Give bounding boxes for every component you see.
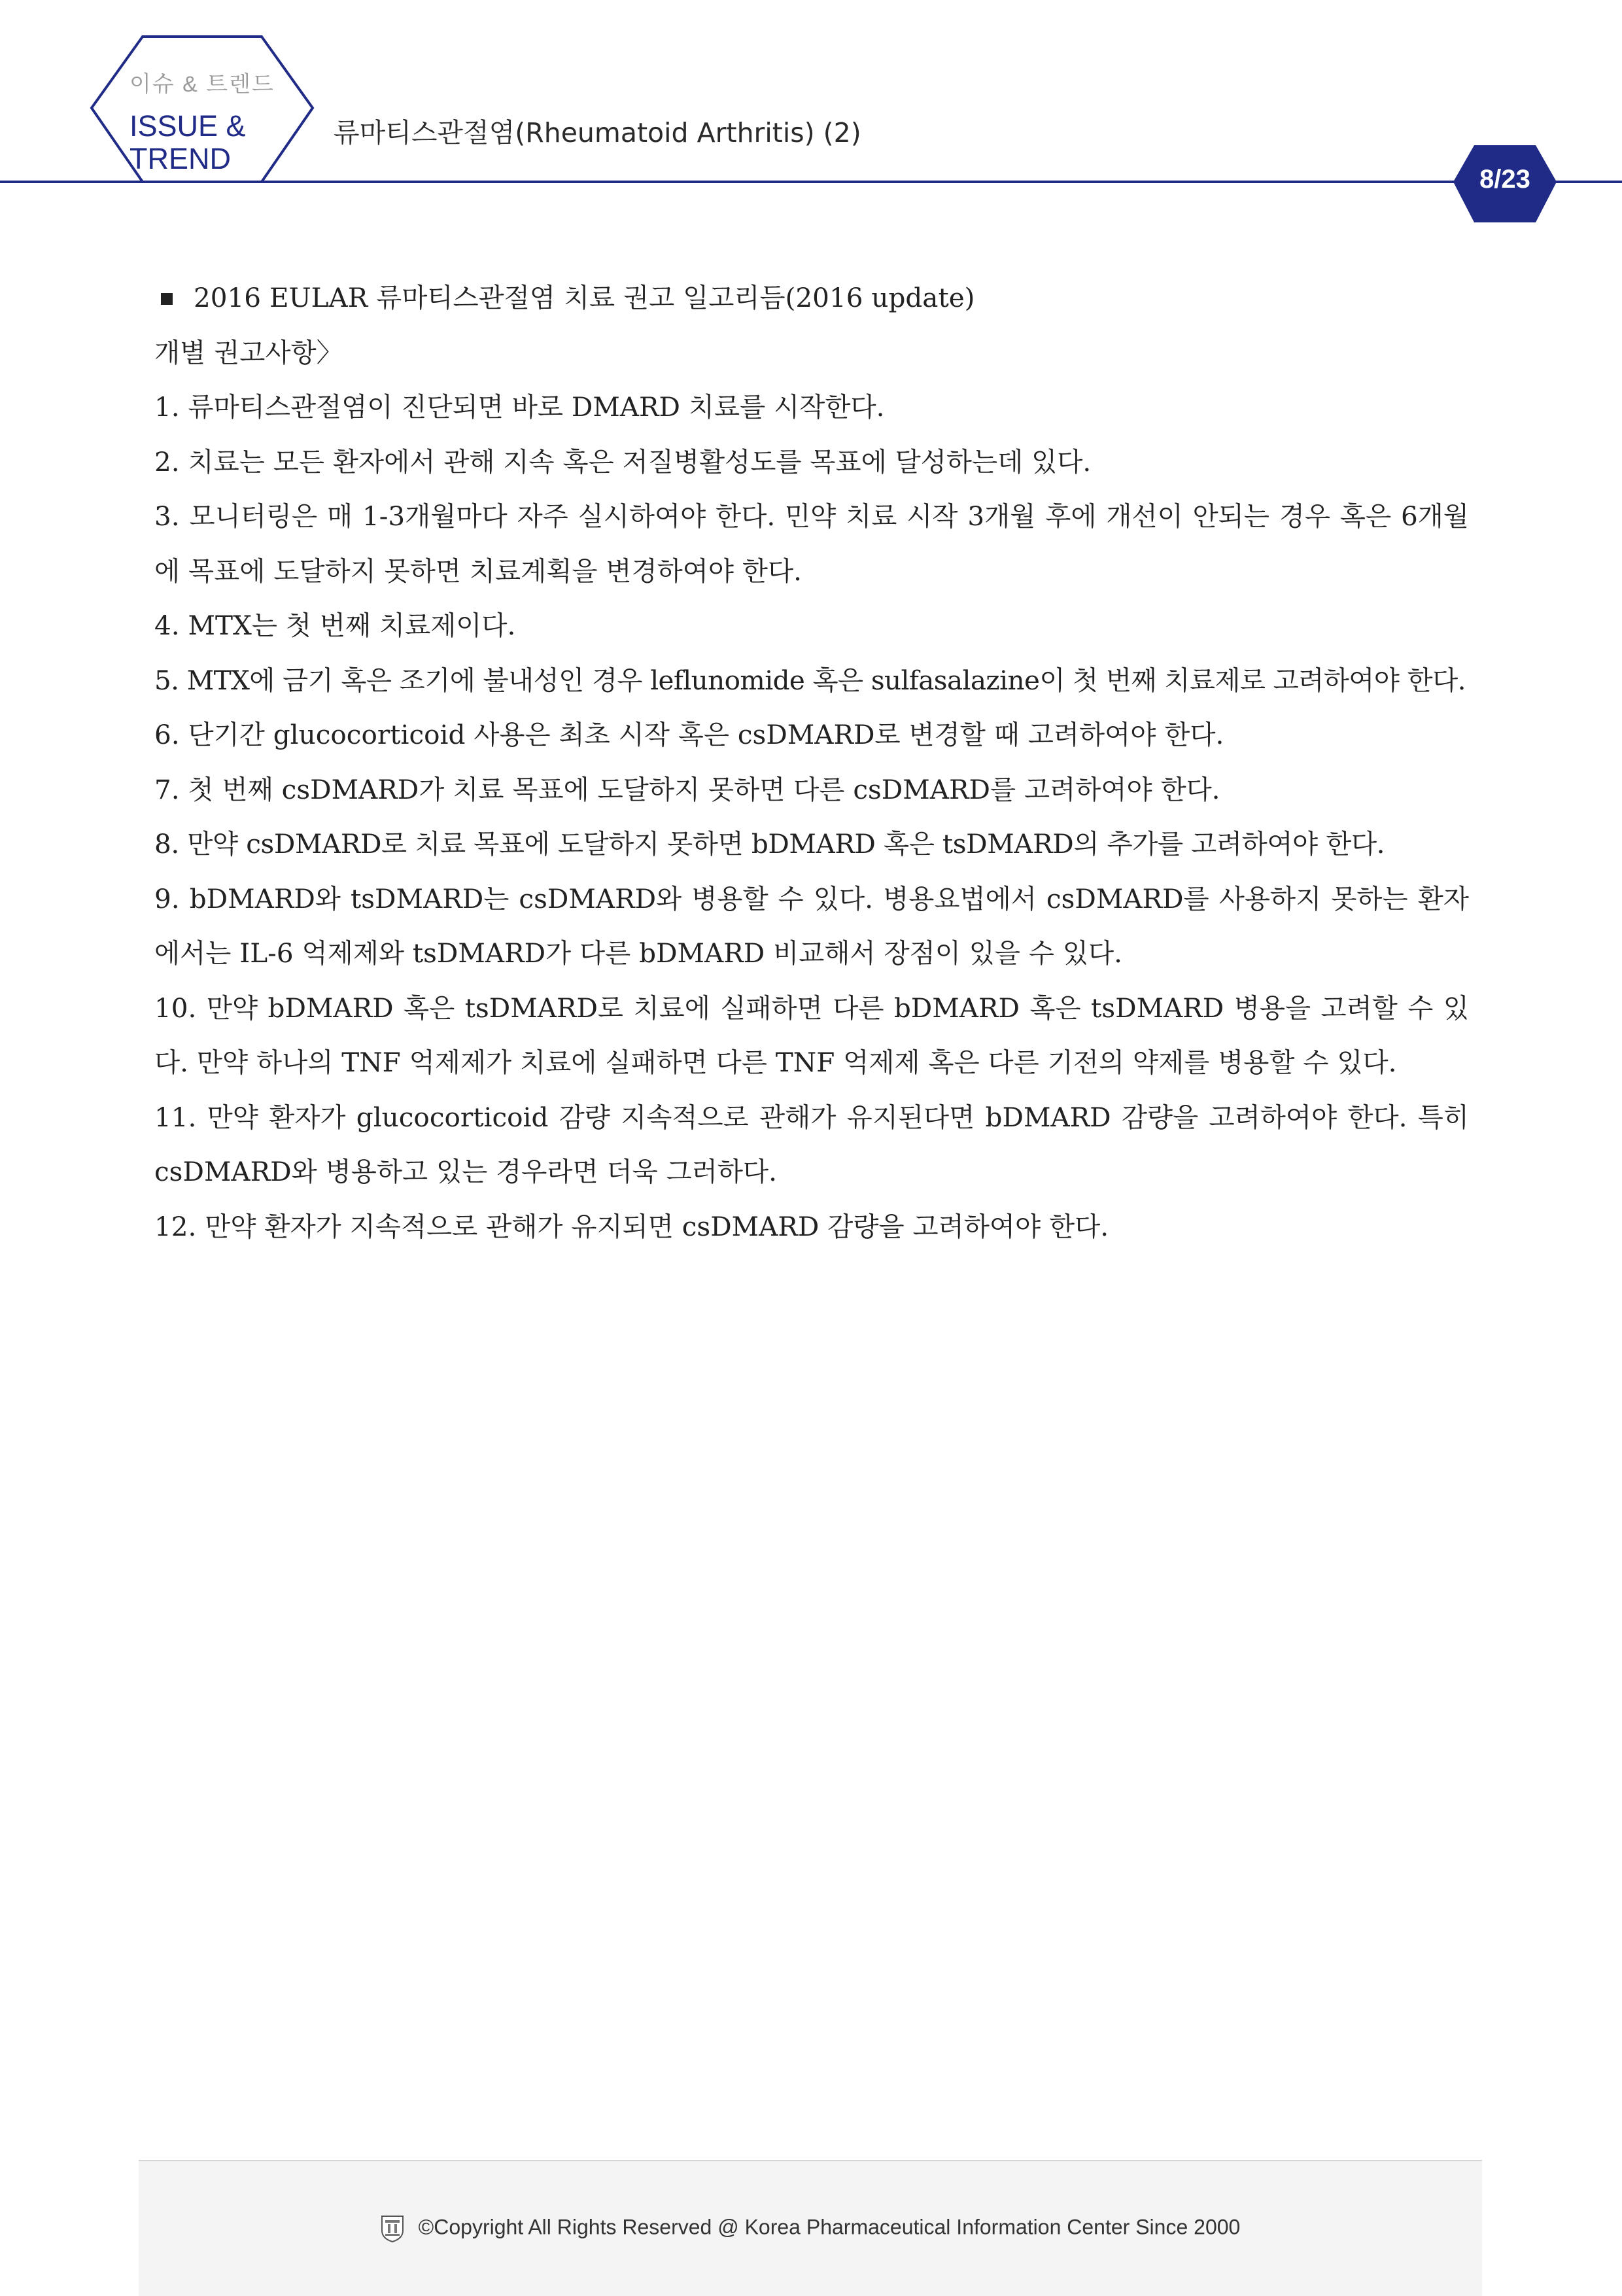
emblem-icon	[381, 2215, 404, 2242]
page-footer	[139, 2160, 1482, 2296]
logo-trend-label: TREND	[129, 142, 231, 175]
copyright-text: ©Copyright All Rights Reserved @ Korea Pharmaceutical Information Center Since 2000	[418, 2215, 1241, 2239]
recommendation-11: 11. 만약 환자가 glucocorticoid 감량 지속적으로 관해가 유지된다면 bDMARD 감량을 고려하여야 한다. 특히 csDMARD와 병용하고 있는 경우라면 더욱 그러하다.	[154, 1101, 1469, 1187]
recommendation-1: 1. 류마티스관절염이 진단되면 바로 DMARD 치료를 시작한다.	[154, 391, 885, 423]
page-header	[0, 0, 1622, 235]
recommendation-8: 8. 만약 csDMARD로 치료 목표에 도달하지 못하면 bDMARD 혹은 tsDMARD의 추가를 고려하여야 한다.	[154, 828, 1385, 860]
recommendation-9: 9. bDMARD와 tsDMARD는 csDMARD와 병용할 수 있다. 병용요법에서 csDMARD를 사용하지 못하는 환자에서는 IL-6 억제제와 tsDMARD가 다른 bDMARD 비교해서 장점이 있을 수 있다.	[154, 882, 1469, 969]
footer-copyright-line	[139, 2215, 1482, 2242]
subheading: 개별 권고사항〉	[154, 336, 343, 368]
recommendation-5: 5. MTX에 금기 혹은 조기에 불내성인 경우 leflunomide 혹은 sulfasalazine이 첫 번째 치료제로 고려하여야 한다.	[154, 664, 1466, 696]
document-title: 류마티스관절염(Rheumatoid Arthritis) (2)	[334, 117, 861, 148]
recommendation-4: 4. MTX는 첫 번째 치료제이다.	[154, 610, 516, 641]
logo-korean-label: 이슈 & 트렌드	[129, 72, 275, 97]
section-title-text: 2016 EULAR 류마티스관절염 치료 권고 일고리듬(2016 update)	[194, 282, 975, 313]
recommendation-12: 12. 만약 환자가 지속적으로 관해가 유지되면 csDMARD 감량을 고려하여야 한다.	[154, 1210, 1109, 1242]
recommendation-7: 7. 첫 번째 csDMARD가 치료 목표에 도달하지 못하면 다른 csDMARD를 고려하여야 한다.	[154, 773, 1220, 805]
square-bullet-icon	[161, 293, 173, 305]
recommendation-3: 3. 모니터링은 매 1-3개월마다 자주 실시하여야 한다. 민약 치료 시작 3개월 후에 개선이 안되는 경우 혹은 6개월에 목표에 도달하지 못하면 치료계획을 변경하여야 한다.	[154, 500, 1469, 587]
main-content	[154, 271, 1469, 1254]
recommendation-6: 6. 단기간 glucocorticoid 사용은 최초 시작 혹은 csDMARD로 변경할 때 고려하여야 한다.	[154, 719, 1224, 750]
recommendation-2: 2. 치료는 모든 환자에서 관해 지속 혹은 저질병활성도를 목표에 달성하는데 있다.	[154, 445, 1092, 478]
section-title	[154, 271, 1469, 326]
recommendation-10: 10. 만약 bDMARD 혹은 tsDMARD로 치료에 실패하면 다른 bDMARD 혹은 tsDMARD 병용을 고려할 수 있다. 만약 하나의 TNF 억제제가 치료에 실패하면 다른 TNF 억제제 혹은 다른 기전의 약제를 병용할 수 있다.	[154, 992, 1469, 1078]
page-number: 8/23	[1479, 165, 1530, 194]
logo-issue-label: ISSUE &	[129, 109, 246, 143]
